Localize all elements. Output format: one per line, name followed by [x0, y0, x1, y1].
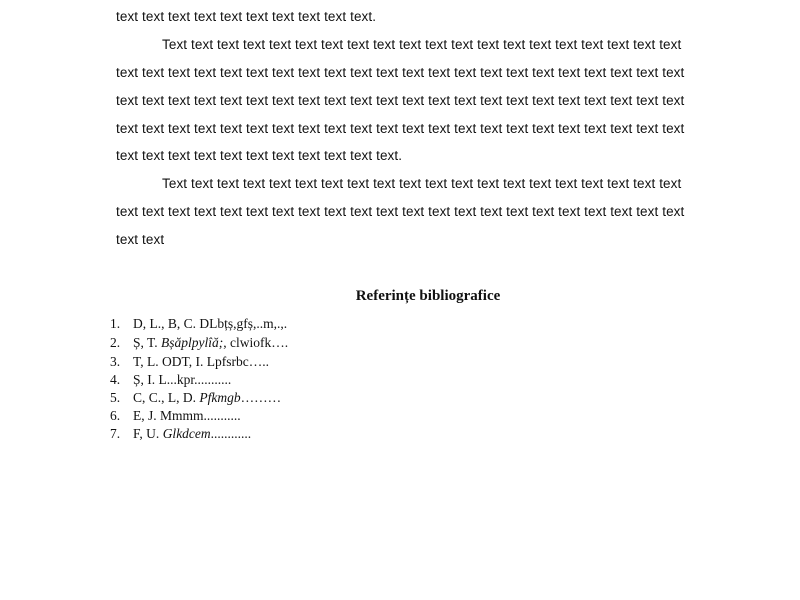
paragraph-line: text text text text text text text text text text text text text text text text text text text text text text	[116, 204, 685, 219]
reference-title: Bșăplpylîă;	[161, 335, 224, 350]
reference-item	[110, 408, 241, 424]
reference-item	[110, 372, 231, 388]
reference-rest: , clwiofk….	[223, 335, 289, 350]
paragraph-line: text text text text text text text text text text.	[116, 9, 377, 24]
paragraph-line: Text text text text text text text text text text text text text text text text text text text text	[162, 37, 682, 52]
reference-item	[110, 316, 287, 332]
paragraph-line: text text text text text text text text text text text text text text text text text text text text text text	[116, 121, 685, 136]
reference-number: 1.	[110, 316, 121, 331]
reference-item	[110, 354, 269, 370]
references-heading: Referințe bibliografice	[355, 288, 501, 304]
reference-text: D, L., B, C. DLbțș,gfș,..m,.,.	[133, 316, 288, 331]
reference-title: Glkdcem	[162, 426, 211, 441]
paragraph-line: text text	[116, 232, 165, 247]
reference-item	[110, 335, 288, 351]
reference-number: 2.	[110, 335, 121, 350]
reference-number: 3.	[110, 354, 121, 369]
reference-text: C, C., L, D.	[133, 390, 200, 405]
reference-item	[110, 390, 281, 406]
reference-text: T, L. ODT, I. Lpfsrbc…..	[133, 354, 269, 369]
reference-number: 4.	[110, 372, 121, 387]
reference-text: E, J. Mmmm...........	[133, 408, 241, 423]
reference-number: 5.	[110, 390, 121, 405]
reference-title: Pfkmgb	[199, 390, 241, 405]
reference-rest: ............	[210, 426, 252, 441]
reference-rest: ………	[240, 390, 282, 405]
reference-text: F, U.	[133, 426, 163, 441]
reference-number: 6.	[110, 408, 121, 423]
reference-text: Ș, T.	[133, 335, 162, 350]
paragraph-line: text text text text text text text text text text text.	[116, 148, 403, 163]
reference-text: Ș, I. L...kpr...........	[133, 372, 232, 387]
paragraph-line: text text text text text text text text text text text text text text text text text text text text text text	[116, 65, 685, 80]
paragraph-line: Text text text text text text text text text text text text text text text text text text text text	[162, 176, 682, 191]
paragraph-line: text text text text text text text text text text text text text text text text text text text text text text	[116, 93, 685, 108]
reference-item	[110, 426, 251, 442]
reference-number: 7.	[110, 426, 121, 441]
